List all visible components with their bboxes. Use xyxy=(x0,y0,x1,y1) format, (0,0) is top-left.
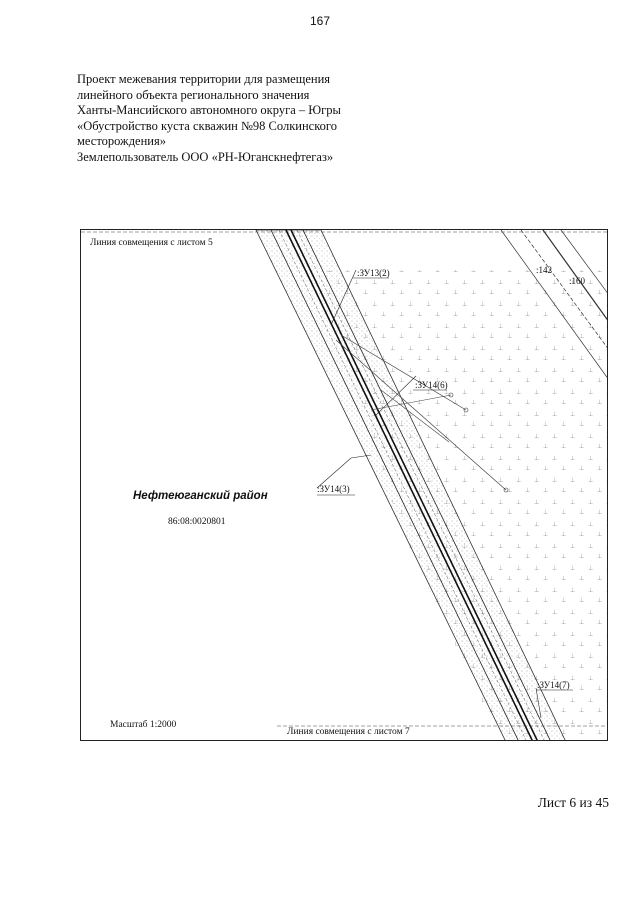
header-line: линейного объекта регионального значения xyxy=(77,87,310,102)
sheet-number: Лист 6 из 45 xyxy=(537,795,609,810)
cadastral-map xyxy=(80,229,608,741)
map-scale: Масштаб 1:2000 xyxy=(110,720,177,730)
header-line: Ханты-Мансийского автономного округа – Югры xyxy=(77,103,341,117)
page-number: 167 xyxy=(309,14,331,28)
lot-label: :ЗУ14(6) xyxy=(415,380,448,390)
header-line: Проект межевания территории для размещения xyxy=(77,72,331,86)
header-line: месторождения» xyxy=(77,134,166,148)
parcel-number: :142 xyxy=(536,265,553,275)
district-name: Нефтеюганский район xyxy=(133,490,268,502)
top-junction-label: Линия совмещения с листом 5 xyxy=(90,238,213,248)
header-line: Землепользователь ООО «РН-Юганскнефтегаз» xyxy=(77,149,334,164)
lot-label: :ЗУ14(7) xyxy=(537,680,570,690)
cadastral-block-number: 86:08:0020801 xyxy=(168,517,226,527)
lot-label: :ЗУ13(2) xyxy=(357,268,390,278)
bottom-junction-label: Линия совмещения с листом 7 xyxy=(287,727,410,737)
header-line: «Обустройство куста скважин №98 Солкинского xyxy=(77,118,337,133)
lot-label: :ЗУ14(3) xyxy=(317,484,350,494)
document-header xyxy=(77,72,377,165)
parcel-number: :160 xyxy=(569,276,586,286)
